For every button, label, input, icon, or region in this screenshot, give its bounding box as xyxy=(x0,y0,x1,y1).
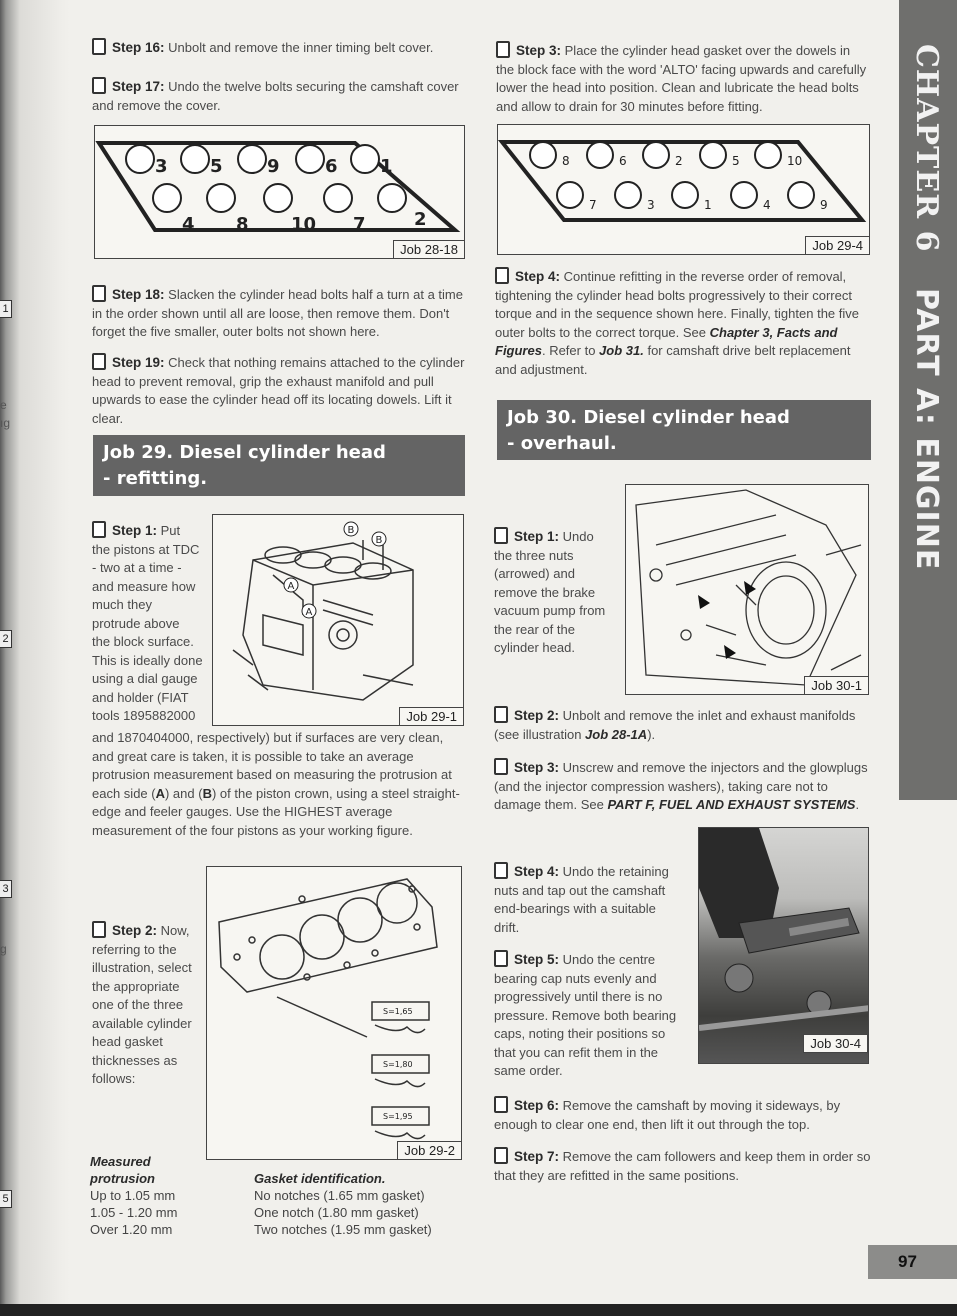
job-30-step-1: Step 1: Undo the three nuts (arrowed) and remove the brake vacuum pump from the rear of the cylinder head. xyxy=(494,529,606,655)
checkbox-icon xyxy=(494,527,508,544)
job-29-heading: Job 29. Diesel cylinder head - refitting. xyxy=(93,435,465,496)
gutter-marker: 1 xyxy=(0,300,12,318)
bolt-number: 9 xyxy=(267,156,280,177)
checkbox-icon xyxy=(494,706,508,723)
job-30-step-2: Step 2: Unbolt and remove the inlet and exhaust manifolds (see illustration Job 28-1A). xyxy=(494,708,856,742)
gasket-identification-table xyxy=(254,1170,464,1238)
step-17: Step 17: Undo the twelve bolts securing the camshaft cover and remove the cover. xyxy=(92,79,459,113)
table-row: One notch (1.80 mm gasket) xyxy=(254,1205,419,1220)
chapter-tab-text xyxy=(909,44,944,570)
step-4: Step 4: Continue refitting in the reverse order of removal, tightening the cylinder head bolts progressively to their correct torque and in the sequence shown here. Finally, tighten the five outer bolts to the correct torque. See Chapter 3, Facts and Figures. Refer to Job 31. for camshaft drive belt replacement and adjustment. xyxy=(495,269,859,377)
checkbox-icon xyxy=(494,758,508,775)
engine-block-drawing xyxy=(213,515,462,724)
bolt-number: 7 xyxy=(353,214,366,235)
figure-tag: Job 30-1 xyxy=(804,676,868,694)
bolt-number: 2 xyxy=(414,209,427,230)
gasket-gauge-label: S=1,65 xyxy=(383,1007,413,1016)
bolt-number: 1 xyxy=(704,198,712,212)
figure-job-29-1 xyxy=(212,514,464,726)
checkbox-icon xyxy=(92,921,106,938)
job-30-step-5: Step 5: Undo the centre bearing cap nuts evenly and progressively until there is no pressure. Remove both bearing caps, noting their positions so that you can refit them in the same order. xyxy=(494,952,677,1078)
table-row: No notches (1.65 mm gasket) xyxy=(254,1188,425,1203)
bolt-number: 5 xyxy=(732,154,740,168)
bolt-number: 1 xyxy=(380,156,393,177)
checkbox-icon xyxy=(496,41,510,58)
checkbox-icon xyxy=(494,1147,508,1164)
bolt-number: 4 xyxy=(182,214,195,235)
chapter-tab xyxy=(899,0,957,800)
job-30-heading: Job 30. Diesel cylinder head - overhaul. xyxy=(497,400,871,460)
step-16: Step 16: Unbolt and remove the inner timing belt cover. xyxy=(92,38,467,58)
bolt-number: 10 xyxy=(787,154,803,168)
checkbox-icon xyxy=(494,950,508,967)
figure-tag: Job 29-1 xyxy=(399,707,463,725)
bolt-number: 6 xyxy=(325,156,338,177)
job-29-step-1-wrapped: Step 1: Put the pistons at TDC - two at a time - and measure how much they protrude above the block surface. This is ideally done using a dial gauge and holder (FIAT tools 1895882000 xyxy=(92,523,203,723)
gutter-fragment: e xyxy=(0,398,7,412)
bolt-number: 5 xyxy=(210,156,223,177)
checkbox-icon xyxy=(494,1096,508,1113)
figure-tag: Job 29-4 xyxy=(805,236,869,254)
camshaft-photo xyxy=(699,828,869,1064)
table-heading: Gasket identification. xyxy=(254,1171,386,1186)
bolt-number: 4 xyxy=(763,198,771,212)
table-row: Two notches (1.95 mm gasket) xyxy=(254,1222,432,1237)
book-gutter xyxy=(0,0,70,1316)
bolt-number: 7 xyxy=(589,198,597,212)
checkbox-icon xyxy=(494,862,508,879)
job-30-step-6: Step 6: Remove the camshaft by moving it sideways, by enough to clear one end, then lift it out through the top. xyxy=(494,1098,841,1132)
figure-tag: Job 30-4 xyxy=(803,1034,868,1053)
bolt-sequence-diagram xyxy=(95,126,463,257)
figure-tag: Job 29-2 xyxy=(397,1141,461,1159)
figure-job-29-4 xyxy=(497,124,870,255)
job-29-step-2: Step 2: Now, referring to the illustration, select the appropriate one of the three available cylinder head gasket thicknesses as follows: xyxy=(92,923,192,1086)
gasket-gauge-label: S=1,95 xyxy=(383,1112,413,1121)
scan-edge xyxy=(0,1304,957,1316)
bolt-number: 10 xyxy=(291,214,317,235)
checkbox-icon xyxy=(92,521,106,538)
bolt-number: 9 xyxy=(820,198,828,212)
bolt-number: 3 xyxy=(647,198,655,212)
gutter-marker: 3 xyxy=(0,880,12,898)
page-number: 97 xyxy=(868,1245,957,1279)
gutter-fragment: ıg xyxy=(0,416,11,430)
table-row: Up to 1.05 mm xyxy=(90,1188,176,1203)
part-title: PART A: ENGINE xyxy=(909,287,944,571)
step-19: Step 19: Check that nothing remains attached to the cylinder head to prevent removal, grip the exhaust manifold and pull upwards to ease the cylinder head off its locating dowels. Lift it clear. xyxy=(92,355,465,426)
figure-job-30-4 xyxy=(698,827,869,1064)
measured-protrusion-table xyxy=(90,1153,240,1238)
checkbox-icon xyxy=(92,353,106,370)
checkbox-icon xyxy=(92,77,106,94)
table-row: 1.05 - 1.20 mm xyxy=(90,1205,178,1220)
job-30-step-7: Step 7: Remove the cam followers and keep them in order so that they are refitted in the same positions. xyxy=(494,1149,871,1183)
gasket-diagram xyxy=(207,867,460,1158)
table-heading: Measured xyxy=(90,1154,151,1169)
callout-a: A xyxy=(287,581,295,592)
bolt-number: 2 xyxy=(675,154,683,168)
checkbox-icon xyxy=(92,285,106,302)
table-row: Over 1.20 mm xyxy=(90,1222,173,1237)
gutter-fragment: g xyxy=(0,942,7,956)
checkbox-icon xyxy=(495,267,509,284)
figure-job-30-1 xyxy=(625,484,869,695)
tightening-sequence-diagram xyxy=(498,125,868,253)
job-29-step-1-continued: and 1870404000, respectively) but if surfaces are very clean, and great care is taken, it is possible to take an average protrusion measurement based on measuring the protrusion at each side (A) and (B) of the piston crown, using a steel straight-edge and feeler gauges. Use the HIGHEST average measurement of the four pistons as your working figure. xyxy=(92,730,460,838)
callout-a: A xyxy=(305,607,313,618)
figure-tag: Job 28-18 xyxy=(393,240,464,258)
figure-job-29-2 xyxy=(206,866,462,1160)
bolt-number: 6 xyxy=(619,154,627,168)
bolt-number: 8 xyxy=(562,154,570,168)
figure-job-28-18 xyxy=(94,125,465,259)
table-heading: protrusion xyxy=(90,1171,155,1186)
chapter-title: CHAPTER 6 xyxy=(909,44,944,253)
bolt-number: 3 xyxy=(155,156,168,177)
job-30-step-4: Step 4: Undo the retaining nuts and tap out the camshaft end-bearings with a suitable drift. xyxy=(494,864,669,935)
vacuum-pump-drawing xyxy=(626,485,867,693)
bolt-number: 8 xyxy=(236,214,249,235)
checkbox-icon xyxy=(92,38,106,55)
step-18: Step 18: Slacken the cylinder head bolts half a turn at a time in the order shown until all are loose, then remove them. Don't forget the five smaller, outer bolts not shown here. xyxy=(92,287,463,339)
callout-b: B xyxy=(347,525,355,536)
callout-b: B xyxy=(375,535,383,546)
gutter-marker: 2 xyxy=(0,630,12,648)
gutter-marker: 5 xyxy=(0,1190,12,1208)
gasket-gauge-label: S=1,80 xyxy=(383,1060,413,1069)
job-30-step-3: Step 3: Unscrew and remove the injectors and the glowplugs (and the injector compression washers), taking care not to damage them. See PART F, FUEL AND EXHAUST SYSTEMS. xyxy=(494,760,868,812)
step-3: Step 3: Place the cylinder head gasket over the dowels in the block face with the word 'ALTO' facing upwards and carefully lower the head into position. Clean and lubricate the head bolts and allow to drain for 30 minutes before fitting. xyxy=(496,43,867,114)
